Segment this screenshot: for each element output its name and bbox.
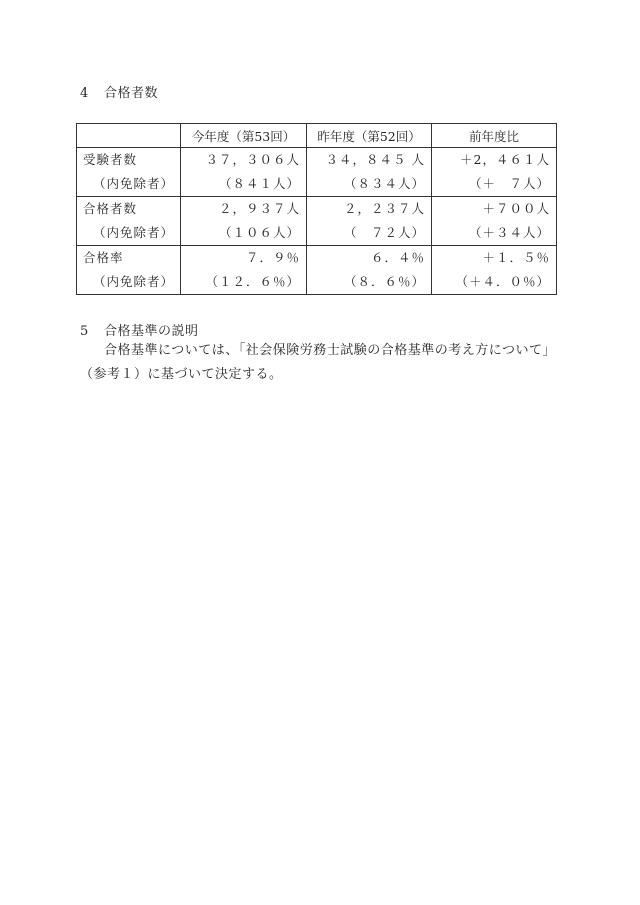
previous-sub-value: （８３４人） <box>344 176 426 191</box>
diff-value: ＋７００人 <box>482 201 551 216</box>
previous-value: ２，２３７人 <box>344 201 426 216</box>
section-number: 4 <box>80 86 89 101</box>
header-year-over-year: 前年度比 <box>432 124 557 148</box>
current-cell <box>181 197 307 246</box>
diff-sub-value: （＋３４人） <box>469 225 551 240</box>
row-label-sub: （内免除者） <box>93 176 175 191</box>
row-label-main: 合格者数 <box>83 201 138 216</box>
diff-value: ＋１．５％ <box>482 250 551 265</box>
previous-value: ３４，８４５ 人 <box>325 152 426 167</box>
section-5-body-line1: 合格基準については、「社会保険労務士試験の合格基準の考え方について」 <box>104 343 556 358</box>
diff-cell <box>432 148 557 197</box>
previous-cell <box>307 197 432 246</box>
row-label <box>77 246 181 295</box>
current-sub-value: （８４１人） <box>219 176 301 191</box>
previous-sub-value: （８．６％） <box>344 274 426 289</box>
section-5-body-line2: （参考１）に基づいて決定する。 <box>80 367 283 382</box>
current-sub-value: （１０６人） <box>219 225 301 240</box>
results-table <box>76 123 557 295</box>
row-label <box>77 148 181 197</box>
row-label-main: 合格率 <box>83 250 124 265</box>
section-4-heading <box>80 82 158 101</box>
diff-sub-value: （＋４．０％） <box>455 274 551 289</box>
table-row <box>77 148 557 197</box>
table-row <box>77 246 557 295</box>
previous-value: ６．４％ <box>371 250 426 265</box>
current-value: ２，９３７人 <box>219 201 301 216</box>
current-cell <box>181 246 307 295</box>
diff-cell <box>432 197 557 246</box>
row-label-sub: （内免除者） <box>93 274 175 289</box>
table-row <box>77 197 557 246</box>
current-sub-value: （１２．６％） <box>205 274 301 289</box>
header-previous-year: 昨年度（第52回） <box>307 124 432 148</box>
previous-cell <box>307 148 432 197</box>
row-label <box>77 197 181 246</box>
row-label-main: 受験者数 <box>83 152 138 167</box>
diff-sub-value: （＋ ７人） <box>469 176 551 191</box>
diff-value: ＋2，４６１人 <box>460 152 551 167</box>
table-header-row <box>77 124 557 148</box>
section-title: 合格者数 <box>104 86 159 101</box>
current-value: ３７，３０６人 <box>205 152 301 167</box>
header-empty <box>77 124 181 148</box>
previous-sub-value: （ ７２人） <box>344 225 426 240</box>
section-title: 合格基準の説明 <box>104 324 199 339</box>
row-label-sub: （内免除者） <box>93 225 175 240</box>
current-value: ７．９％ <box>246 250 301 265</box>
diff-cell <box>432 246 557 295</box>
current-cell <box>181 148 307 197</box>
previous-cell <box>307 246 432 295</box>
section-number: 5 <box>80 324 89 339</box>
header-current-year: 今年度（第53回） <box>181 124 307 148</box>
section-5-heading <box>80 320 199 339</box>
